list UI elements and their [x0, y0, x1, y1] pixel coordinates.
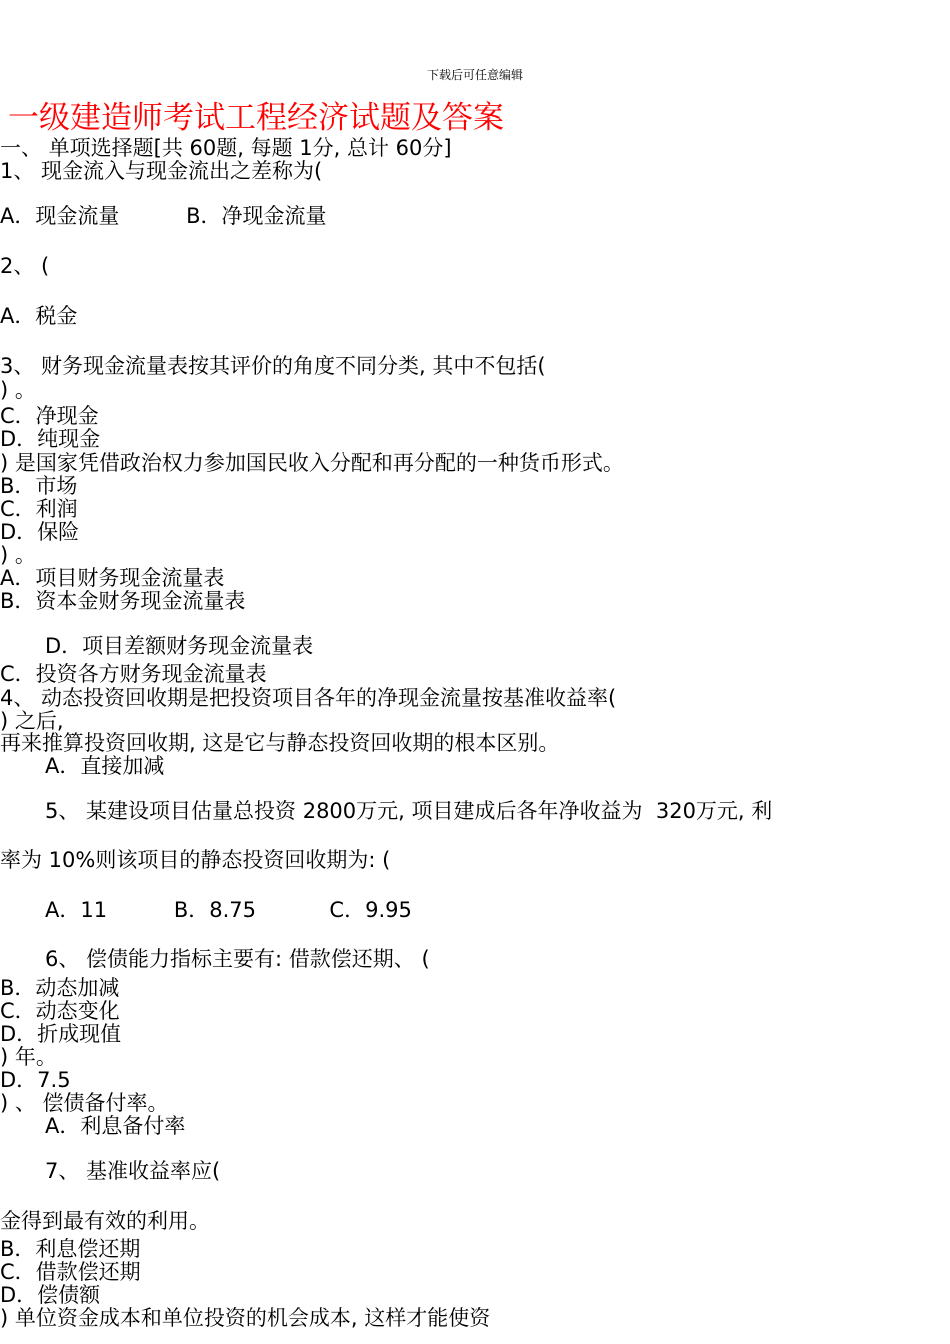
option-c: C．利润 [0, 497, 78, 521]
option-c: C．投资各方财务现金流量表 [0, 662, 267, 686]
question-4: 4、 动态投资回收期是把投资项目各年的净现金流量按基准收益率( [0, 686, 617, 710]
text-fragment: 金得到最有效的利用。 [0, 1209, 210, 1233]
option-c: C．动态变化 [0, 999, 120, 1023]
question-5: 5、 某建设项目估量总投资 2800万元, 项目建成后各年净收益为 320万元, 利 [45, 799, 773, 823]
q5-options: A．11 B．8.75 C．9.95 [45, 898, 412, 922]
text-fragment: ) 年。 [0, 1045, 57, 1069]
text-fragment: ) 、 偿债备付率。 [0, 1091, 169, 1115]
option-a: A．项目财务现金流量表 [0, 566, 225, 590]
q1-options-ab: A．现金流量 B．净现金流量 [0, 204, 327, 228]
text-fragment: ) 单位资金成本和单位投资的机会成本, 这样才能使资 [0, 1306, 491, 1330]
section-heading: 一、 单项选择题[共 60题, 每题 1分, 总计 60分] [0, 136, 452, 160]
option-b: B．资本金财务现金流量表 [0, 589, 246, 613]
option-c: C．净现金 [0, 404, 99, 428]
document-title: 一级建造师考试工程经济试题及答案 [8, 100, 504, 136]
option-d: D．折成现值 [0, 1022, 122, 1046]
option-d: D．7.5 [0, 1068, 71, 1092]
question-1: 1、 现金流入与现金流出之差称为( [0, 159, 323, 183]
option-b: B．动态加减 [0, 976, 120, 1000]
option-d: D．保险 [0, 520, 80, 544]
text-fragment: ) 之后, [0, 709, 64, 733]
q2-option-a: A．税金 [0, 304, 78, 328]
question-6: 6、 偿债能力指标主要有: 借款偿还期、 ( [45, 947, 430, 971]
option-d: D．项目差额财务现金流量表 [45, 634, 314, 658]
text-fragment: ) 。 [0, 543, 36, 567]
header-note: 下载后可任意编辑 [426, 68, 523, 82]
option-b: B．利息偿还期 [0, 1237, 141, 1261]
option-c: C．借款偿还期 [0, 1260, 141, 1284]
option-a: A．利息备付率 [45, 1114, 186, 1138]
text-fragment: 再来推算投资回收期, 这是它与静态投资回收期的根本区别。 [0, 731, 560, 755]
question-2: 2、 ( [0, 254, 50, 278]
text-fragment: 率为 10%则该项目的静态投资回收期为: ( [0, 848, 391, 872]
question-3: 3、 财务现金流量表按其评价的角度不同分类, 其中不包括( [0, 354, 546, 378]
text-fragment: ) 是国家凭借政治权力参加国民收入分配和再分配的一种货币形式。 [0, 451, 624, 475]
option-d: D．纯现金 [0, 427, 101, 451]
question-7: 7、 基准收益率应( [45, 1159, 221, 1183]
text-fragment: ) 。 [0, 378, 36, 402]
option-d: D．偿债额 [0, 1283, 101, 1307]
option-b: B．市场 [0, 474, 78, 498]
option-a: A．直接加减 [45, 754, 165, 778]
